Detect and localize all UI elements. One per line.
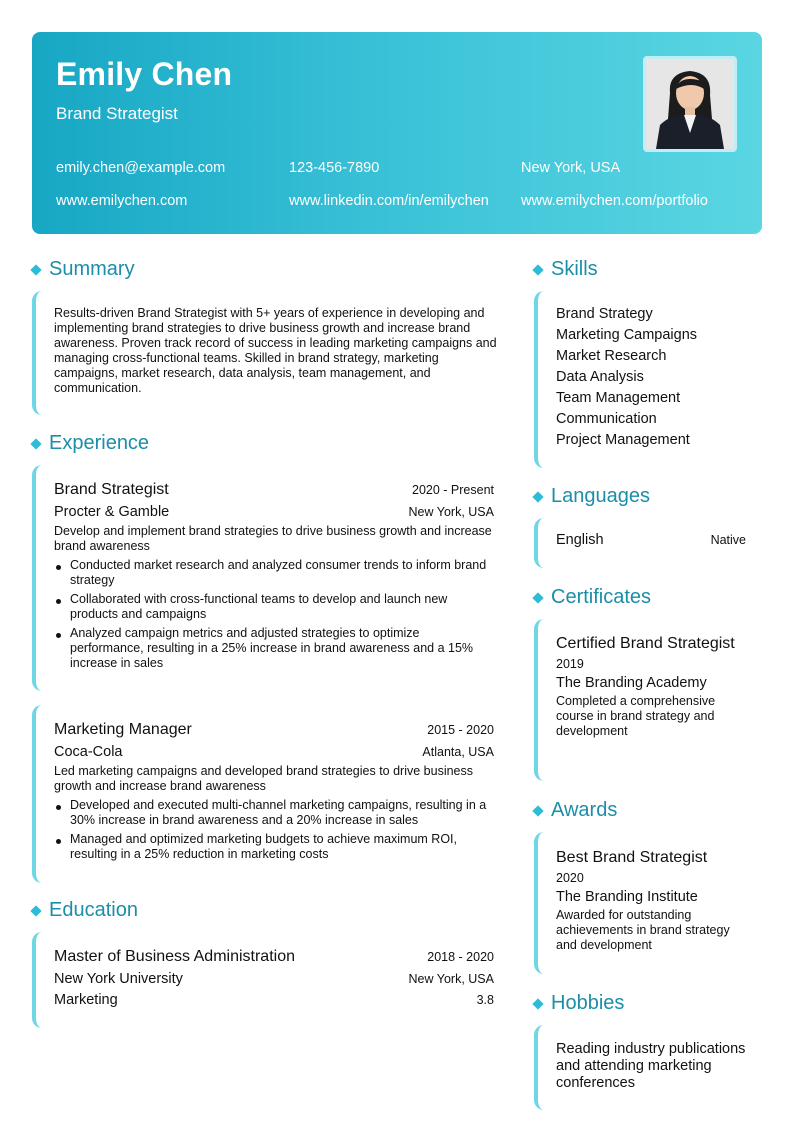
job-bullets xyxy=(54,558,494,671)
job-bullet: Conducted market research and analyzed consumer trends to inform brand strategy xyxy=(54,558,494,588)
location-text: New York, USA xyxy=(521,160,621,176)
diamond-icon xyxy=(30,905,41,916)
job-title: Brand Strategist xyxy=(54,481,169,498)
diamond-icon xyxy=(532,592,543,603)
language-name: English xyxy=(556,532,604,548)
languages-heading-label: Languages xyxy=(551,485,650,507)
summary-text: Results-driven Brand Strategist with 5+ years of experience in developing and implementing brand strategies to drive business growth and increase brand awareness. Proven track record of success in leading marketing campaigns and managing cross-functional teams. Skilled in brand strategy, marketing campaigns, market research, data analysis, team management, and communication. xyxy=(54,306,497,395)
email-link[interactable]: emily.chen@example.com xyxy=(56,160,226,176)
portfolio-link[interactable]: www.emilychen.com/portfolio xyxy=(521,193,708,209)
skill-item: Brand Strategy xyxy=(556,306,653,322)
summary-heading xyxy=(30,258,135,281)
candidate-title: Brand Strategist xyxy=(56,104,178,123)
education-heading-label: Education xyxy=(49,899,138,921)
hobbies-card xyxy=(534,1025,762,1110)
linkedin-link[interactable]: www.linkedin.com/in/emilychen xyxy=(289,193,489,209)
job-bullet: Managed and optimized marketing budgets to achieve maximum ROI, resulting in a 25% reduction in marketing costs xyxy=(54,832,494,862)
job-bullet: Collaborated with cross-functional teams to develop and launch new products and campaigns xyxy=(54,592,494,622)
candidate-name: Emily Chen xyxy=(56,56,233,92)
diamond-icon xyxy=(30,264,41,275)
summary-card xyxy=(32,291,502,415)
website-link[interactable]: www.emilychen.com xyxy=(56,193,188,209)
certificate-name: Certified Brand Strategist xyxy=(556,635,735,652)
job-company: Coca-Cola xyxy=(54,744,123,760)
job-title: Marketing Manager xyxy=(54,721,192,738)
person-icon xyxy=(646,59,734,149)
skill-item: Communication xyxy=(556,411,657,427)
certificate-card xyxy=(534,619,762,781)
certificates-heading xyxy=(532,586,651,609)
award-issuer: The Branding Institute xyxy=(556,889,698,905)
skill-item: Team Management xyxy=(556,390,681,406)
school: New York University xyxy=(54,971,183,987)
education-heading xyxy=(30,899,138,922)
skill-item: Market Research xyxy=(556,348,667,364)
job-bullet: Developed and executed multi-channel marketing campaigns, resulting in a 30% increase in brand awareness and a 20% increase in sales xyxy=(54,798,494,828)
skills-card xyxy=(534,291,762,468)
skill-item: Data Analysis xyxy=(556,369,644,385)
phone-text: 123-456-7890 xyxy=(289,160,380,176)
certificate-description: Completed a comprehensive course in brand strategy and development xyxy=(556,694,716,738)
award-description: Awarded for outstanding achievements in brand strategy and development xyxy=(556,908,730,952)
job-bullets xyxy=(54,798,494,862)
education-dates: 2018 - 2020 xyxy=(427,950,494,964)
job-dates: 2015 - 2020 xyxy=(427,723,494,737)
diamond-icon xyxy=(532,805,543,816)
hobbies-heading xyxy=(532,992,624,1015)
diamond-icon xyxy=(532,264,543,275)
certificates-heading-label: Certificates xyxy=(551,586,652,608)
certificate-issuer: The Branding Academy xyxy=(556,675,707,691)
job-location: Atlanta, USA xyxy=(422,745,494,759)
diamond-icon xyxy=(30,438,41,449)
award-year: 2020 xyxy=(556,871,584,885)
job-bullet: Analyzed campaign metrics and adjusted strategies to optimize performance, resulting in a 25% increase in brand awareness and a 15% increase in sales xyxy=(54,626,494,671)
diamond-icon xyxy=(532,998,543,1009)
language-level: Native xyxy=(710,533,746,547)
languages-heading xyxy=(532,485,650,508)
hobbies-heading-label: Hobbies xyxy=(551,992,625,1014)
education-card xyxy=(32,932,502,1028)
experience-heading-label: Experience xyxy=(49,432,150,454)
degree: Master of Business Administration xyxy=(54,948,295,965)
diamond-icon xyxy=(532,491,543,502)
awards-heading-label: Awards xyxy=(551,799,618,821)
gpa: 3.8 xyxy=(476,993,494,1007)
award-name: Best Brand Strategist xyxy=(556,849,708,866)
field-of-study: Marketing xyxy=(54,992,118,1008)
job-description: Led marketing campaigns and developed brand strategies to drive business growth and increase brand awareness xyxy=(54,764,474,793)
languages-card xyxy=(534,518,762,568)
skills-heading-label: Skills xyxy=(551,258,598,280)
skill-item: Project Management xyxy=(556,432,690,448)
job-card xyxy=(32,705,502,883)
hobbies-text: Reading industry publications and attending marketing conferences xyxy=(556,1041,746,1091)
skill-item: Marketing Campaigns xyxy=(556,327,698,343)
certificate-year: 2019 xyxy=(556,657,584,671)
experience-heading xyxy=(30,432,149,455)
resume-header xyxy=(32,32,762,234)
job-card xyxy=(32,465,502,691)
job-dates: 2020 - Present xyxy=(412,483,494,497)
profile-photo xyxy=(643,56,737,152)
awards-heading xyxy=(532,799,617,822)
award-card xyxy=(534,832,762,974)
skills-heading xyxy=(532,258,598,281)
summary-heading-label: Summary xyxy=(49,258,135,280)
school-location: New York, USA xyxy=(408,972,494,986)
job-description: Develop and implement brand strategies to drive business growth and increase brand awareness xyxy=(54,524,492,553)
job-location: New York, USA xyxy=(408,505,494,519)
job-company: Procter & Gamble xyxy=(54,504,170,520)
